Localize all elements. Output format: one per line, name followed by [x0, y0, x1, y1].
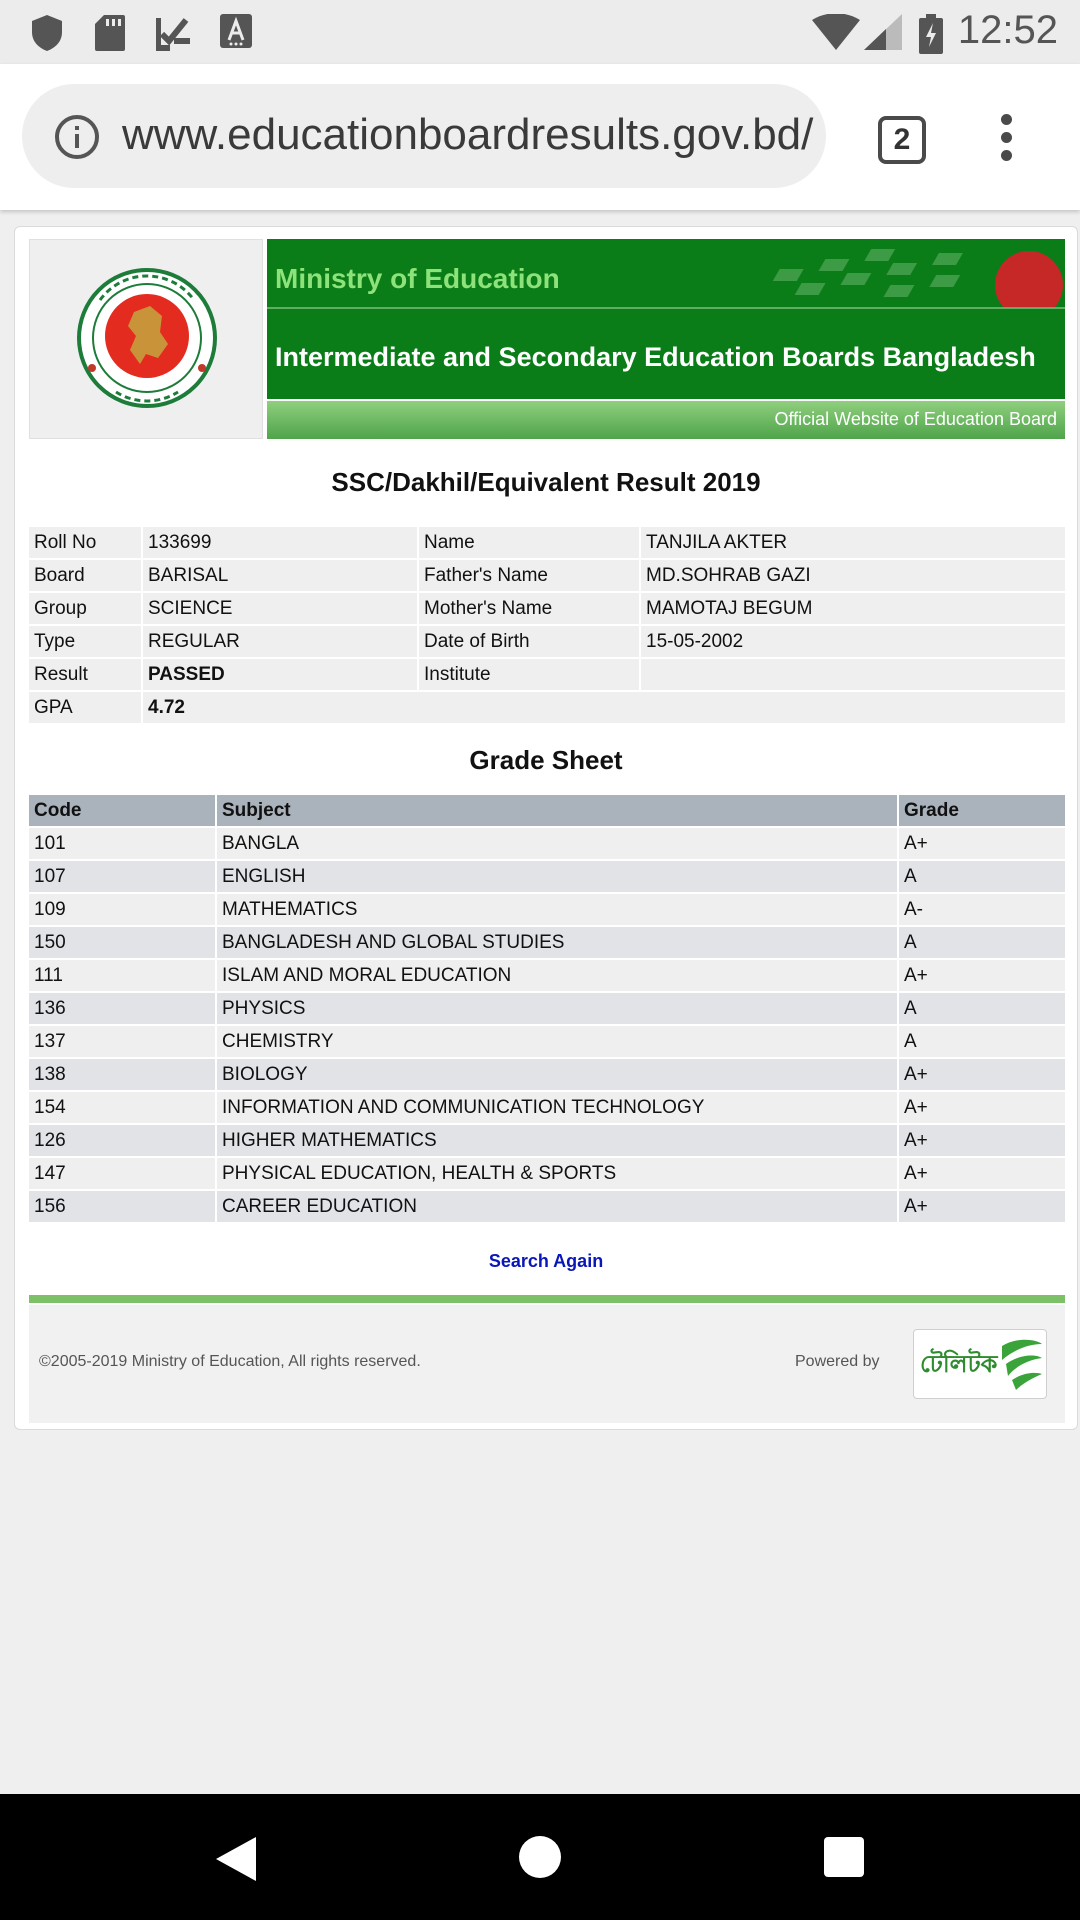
web-page: [14, 226, 1078, 1430]
institute-value: [641, 659, 1065, 690]
info-row: [29, 560, 1065, 591]
board-label: Board: [29, 560, 141, 591]
father-label: Father's Name: [419, 560, 639, 591]
site-footer: [29, 1305, 1065, 1423]
institute-label: Institute: [419, 659, 639, 690]
grade-cell-grade: A: [899, 861, 1065, 892]
grade-cell-code: 154: [29, 1092, 215, 1123]
grade-cell-subject: ENGLISH: [217, 861, 897, 892]
grade-row: [29, 861, 1065, 892]
site-header: [29, 239, 1065, 439]
url-text[interactable]: www.educationboardresults.gov.bd/: [122, 110, 814, 159]
grade-row: [29, 993, 1065, 1024]
grade-cell-code: 111: [29, 960, 215, 991]
teletalk-leaf-icon: [998, 1336, 1044, 1392]
grade-cell-code: 137: [29, 1026, 215, 1057]
teletalk-logo-text: টেলিটক: [920, 1350, 998, 1378]
search-again-link[interactable]: Search Again: [488, 1251, 604, 1271]
grade-cell-grade: A: [899, 993, 1065, 1024]
type-value: REGULAR: [143, 626, 417, 657]
recent-apps-icon[interactable]: [824, 1837, 864, 1877]
sd-card-icon: [94, 14, 126, 52]
grade-cell-code: 101: [29, 828, 215, 859]
grade-cell-subject: BIOLOGY: [217, 1059, 897, 1090]
board-value: BARISAL: [143, 560, 417, 591]
battery-icon: [918, 14, 944, 54]
more-options-icon[interactable]: [996, 114, 1016, 162]
shield-icon: [30, 14, 64, 52]
gpa-label: GPA: [29, 692, 141, 723]
grade-cell-subject: ISLAM AND MORAL EDUCATION: [217, 960, 897, 991]
group-label: Group: [29, 593, 141, 624]
grade-cell-code: 109: [29, 894, 215, 925]
roll-value: 133699: [143, 527, 417, 558]
gpa-value: 4.72: [143, 692, 1065, 723]
government-seal-logo: [29, 239, 263, 439]
teletalk-logo[interactable]: [913, 1329, 1047, 1399]
browser-toolbar: [0, 64, 1080, 210]
back-icon[interactable]: [216, 1837, 256, 1881]
board-title: Intermediate and Secondary Education Boards Bangladesh: [275, 342, 1036, 372]
grade-row: [29, 960, 1065, 991]
subject-header: Subject: [217, 795, 897, 826]
result-value: PASSED: [143, 659, 417, 690]
home-icon[interactable]: [519, 1836, 561, 1878]
grade-sheet-table: [27, 793, 1067, 1224]
grade-cell-grade: A+: [899, 828, 1065, 859]
name-label: Name: [419, 527, 639, 558]
mother-label: Mother's Name: [419, 593, 639, 624]
grade-cell-grade: A: [899, 1026, 1065, 1057]
grade-cell-code: 147: [29, 1158, 215, 1189]
navigation-bar: [0, 1794, 1080, 1920]
ministry-title: Ministry of Education: [275, 263, 560, 294]
dob-label: Date of Birth: [419, 626, 639, 657]
font-icon: [220, 14, 252, 50]
info-row: [29, 659, 1065, 690]
grade-cell-grade: A+: [899, 960, 1065, 991]
clock: 12:52: [957, 8, 1058, 52]
grade-cell-grade: A+: [899, 1092, 1065, 1123]
result-label: Result: [29, 659, 141, 690]
grade-row: [29, 1092, 1065, 1123]
info-row: [29, 593, 1065, 624]
info-row: [29, 527, 1065, 558]
type-label: Type: [29, 626, 141, 657]
powered-by-label: Powered by: [795, 1353, 880, 1370]
grade-row: [29, 1059, 1065, 1090]
grade-cell-subject: BANGLA: [217, 828, 897, 859]
footer-divider: [29, 1295, 1065, 1303]
info-row: [29, 626, 1065, 657]
tab-switcher-button[interactable]: 2: [878, 116, 926, 164]
grade-row: [29, 927, 1065, 958]
mother-value: MAMOTAJ BEGUM: [641, 593, 1065, 624]
grade-header: Grade: [899, 795, 1065, 826]
grade-cell-grade: A+: [899, 1158, 1065, 1189]
signal-icon: [864, 14, 902, 50]
grade-cell-subject: PHYSICS: [217, 993, 897, 1024]
grade-row: [29, 828, 1065, 859]
grade-cell-subject: MATHEMATICS: [217, 894, 897, 925]
grade-cell-subject: INFORMATION AND COMMUNICATION TECHNOLOGY: [217, 1092, 897, 1123]
grade-cell-grade: A-: [899, 894, 1065, 925]
checklist-icon: [156, 14, 192, 52]
address-bar[interactable]: [22, 84, 826, 188]
wifi-icon: [812, 14, 860, 50]
info-row: [29, 692, 1065, 723]
father-value: MD.SOHRAB GAZI: [641, 560, 1065, 591]
official-website-label: Official Website of Education Board: [774, 409, 1057, 429]
grade-cell-grade: A+: [899, 1059, 1065, 1090]
status-bar: [0, 0, 1080, 64]
ministry-banner: [267, 239, 1065, 439]
grade-cell-code: 150: [29, 927, 215, 958]
grade-cell-code: 156: [29, 1191, 215, 1222]
group-value: SCIENCE: [143, 593, 417, 624]
grade-row: [29, 1026, 1065, 1057]
grade-cell-subject: HIGHER MATHEMATICS: [217, 1125, 897, 1156]
grade-cell-grade: A: [899, 927, 1065, 958]
grade-header-row: [29, 795, 1065, 826]
grade-cell-subject: CHEMISTRY: [217, 1026, 897, 1057]
grade-cell-grade: A+: [899, 1191, 1065, 1222]
dob-value: 15-05-2002: [641, 626, 1065, 657]
grade-cell-grade: A+: [899, 1125, 1065, 1156]
grade-cell-subject: CAREER EDUCATION: [217, 1191, 897, 1222]
grade-cell-code: 107: [29, 861, 215, 892]
info-icon[interactable]: [54, 114, 100, 160]
student-info-table: [27, 525, 1067, 725]
copyright-text: ©2005-2019 Ministry of Education, All rights reserved.: [39, 1353, 421, 1370]
grade-row: [29, 894, 1065, 925]
grade-row: [29, 1125, 1065, 1156]
result-title: SSC/Dakhil/Equivalent Result 2019: [331, 467, 761, 497]
roll-label: Roll No: [29, 527, 141, 558]
grade-cell-subject: BANGLADESH AND GLOBAL STUDIES: [217, 927, 897, 958]
grade-cell-code: 138: [29, 1059, 215, 1090]
grade-row: [29, 1158, 1065, 1189]
grade-sheet-title: Grade Sheet: [469, 745, 623, 775]
grade-cell-code: 126: [29, 1125, 215, 1156]
banner-decoration: [767, 239, 1065, 309]
grade-cell-code: 136: [29, 993, 215, 1024]
name-value: TANJILA AKTER: [641, 527, 1065, 558]
grade-cell-subject: PHYSICAL EDUCATION, HEALTH & SPORTS: [217, 1158, 897, 1189]
code-header: Code: [29, 795, 215, 826]
grade-row: [29, 1191, 1065, 1222]
